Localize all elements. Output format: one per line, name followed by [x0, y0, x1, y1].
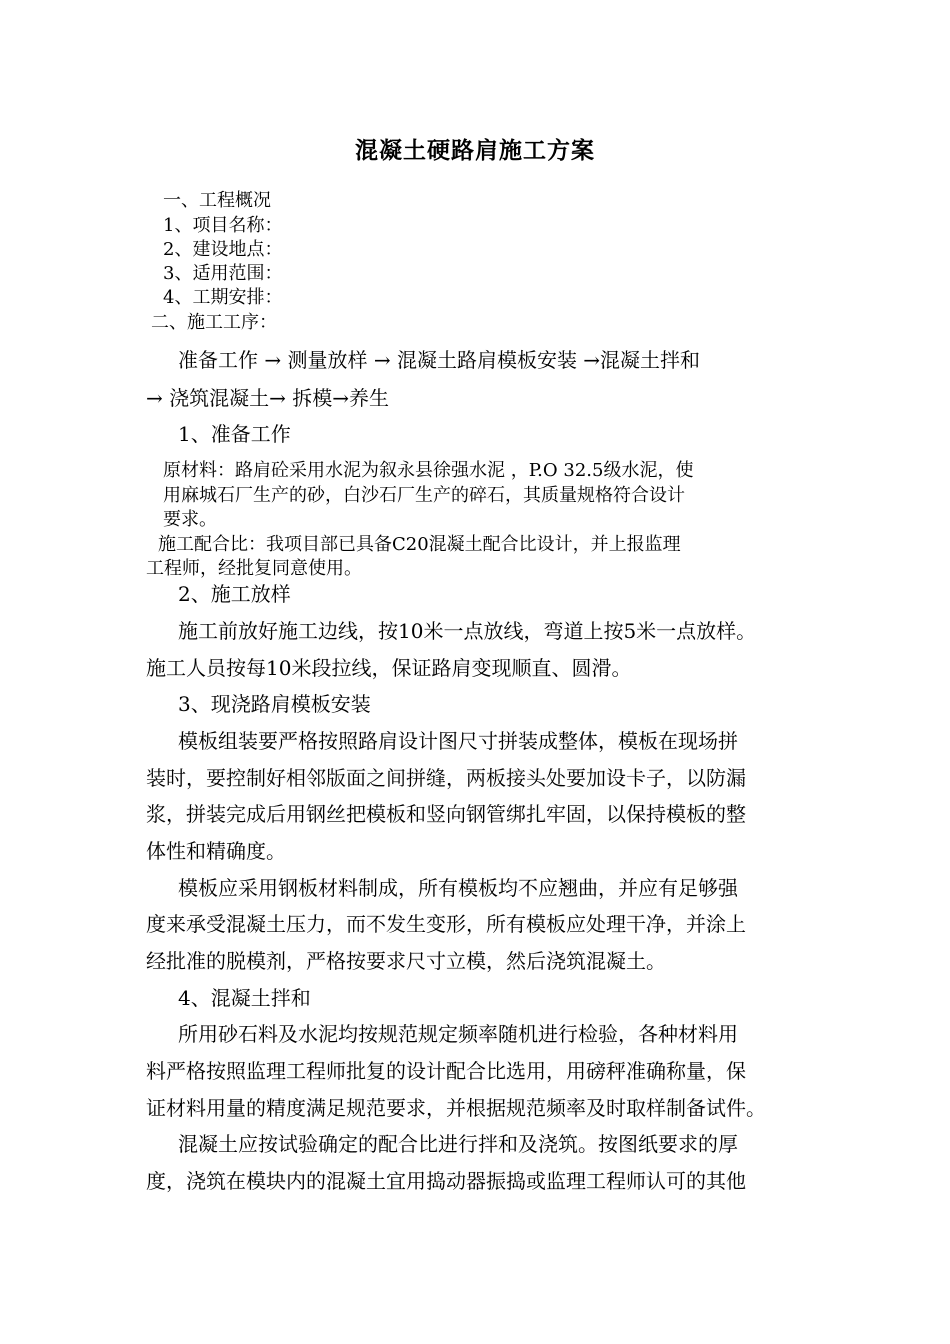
paragraph-line: 模板应采用钢板材料制成，所有模板均不应翘曲，并应有足够强: [178, 876, 738, 900]
paragraph-line: 用麻城石厂生产的砂，白沙石厂生产的碎石，其质量规格符合设计: [163, 485, 685, 506]
paragraph-line: 料严格按照监理工程师批复的设计配合比选用，用磅秤准确称量，保: [146, 1059, 746, 1083]
item-schedule: 4、工期安排：: [163, 287, 283, 308]
paragraph-line: 经批准的脱模剂，严格按要求尺寸立模，然后浇筑混凝土。: [146, 949, 666, 973]
paragraph-line: 施工人员按每10米段拉线，保证路肩变现顺直、圆滑。: [146, 656, 632, 680]
subheading-setting-out: 2、施工放样: [178, 582, 291, 606]
paragraph-line: 装时，要控制好相邻版面之间拼缝，两板接头处要加设卡子，以防漏: [146, 766, 746, 790]
paragraph-line: 施工前放好施工边线，按10米一点放线，弯道上按5米一点放样。: [178, 619, 757, 643]
subheading-mixing: 4、混凝土拌和: [178, 986, 311, 1010]
paragraph-line: 混凝土应按试验确定的配合比进行拌和及浇筑。按图纸要求的厚: [178, 1132, 738, 1156]
paragraph-line: 体性和精确度。: [146, 839, 286, 863]
subheading-preparation: 1、准备工作: [178, 422, 291, 446]
paragraph-line: 度来承受混凝土压力，而不发生变形，所有模板应处理干净，并涂上: [146, 912, 746, 936]
paragraph-line: 施工配合比：我项目部已具备C20混凝土配合比设计，并上报监理: [158, 534, 681, 555]
paragraph-line: 要求。: [163, 509, 217, 530]
paragraph-line: 工程师，经批复同意使用。: [146, 558, 362, 579]
item-project-name: 1、项目名称：: [163, 215, 283, 236]
paragraph-line: 浆，拼装完成后用钢丝把模板和竖向钢管绑扎牢固，以保持模板的整: [146, 802, 746, 826]
paragraph-line: 证材料用量的精度满足规范要求，并根据规范频率及时取样制备试件。: [146, 1096, 766, 1120]
section-heading-procedure: 二、施工工序：: [151, 312, 277, 333]
item-scope: 3、适用范围：: [163, 263, 283, 284]
procedure-flow-line-1: 准备工作 → 测量放样 → 混凝土路肩模板安装 →混凝土拌和: [178, 348, 701, 372]
document-title: 混凝土硬路肩施工方案: [355, 137, 595, 164]
paragraph-line: 原材料：路肩砼采用水泥为叙永县徐强水泥 ，P.O 32.5级水泥，使: [163, 460, 694, 481]
item-site-location: 2、建设地点：: [163, 239, 283, 260]
paragraph-line: 度，浇筑在模块内的混凝土宜用捣动器振捣或监理工程师认可的其他: [146, 1169, 746, 1193]
paragraph-line: 所用砂石料及水泥均按规范规定频率随机进行检验，各种材料用: [178, 1022, 738, 1046]
procedure-flow-line-2: → 浇筑混凝土→ 拆模→养生: [146, 386, 389, 410]
section-heading-overview: 一、工程概况: [163, 190, 271, 211]
subheading-formwork: 3、现浇路肩模板安装: [178, 692, 371, 716]
paragraph-line: 模板组装要严格按照路肩设计图尺寸拼装成整体，模板在现场拼: [178, 729, 738, 753]
